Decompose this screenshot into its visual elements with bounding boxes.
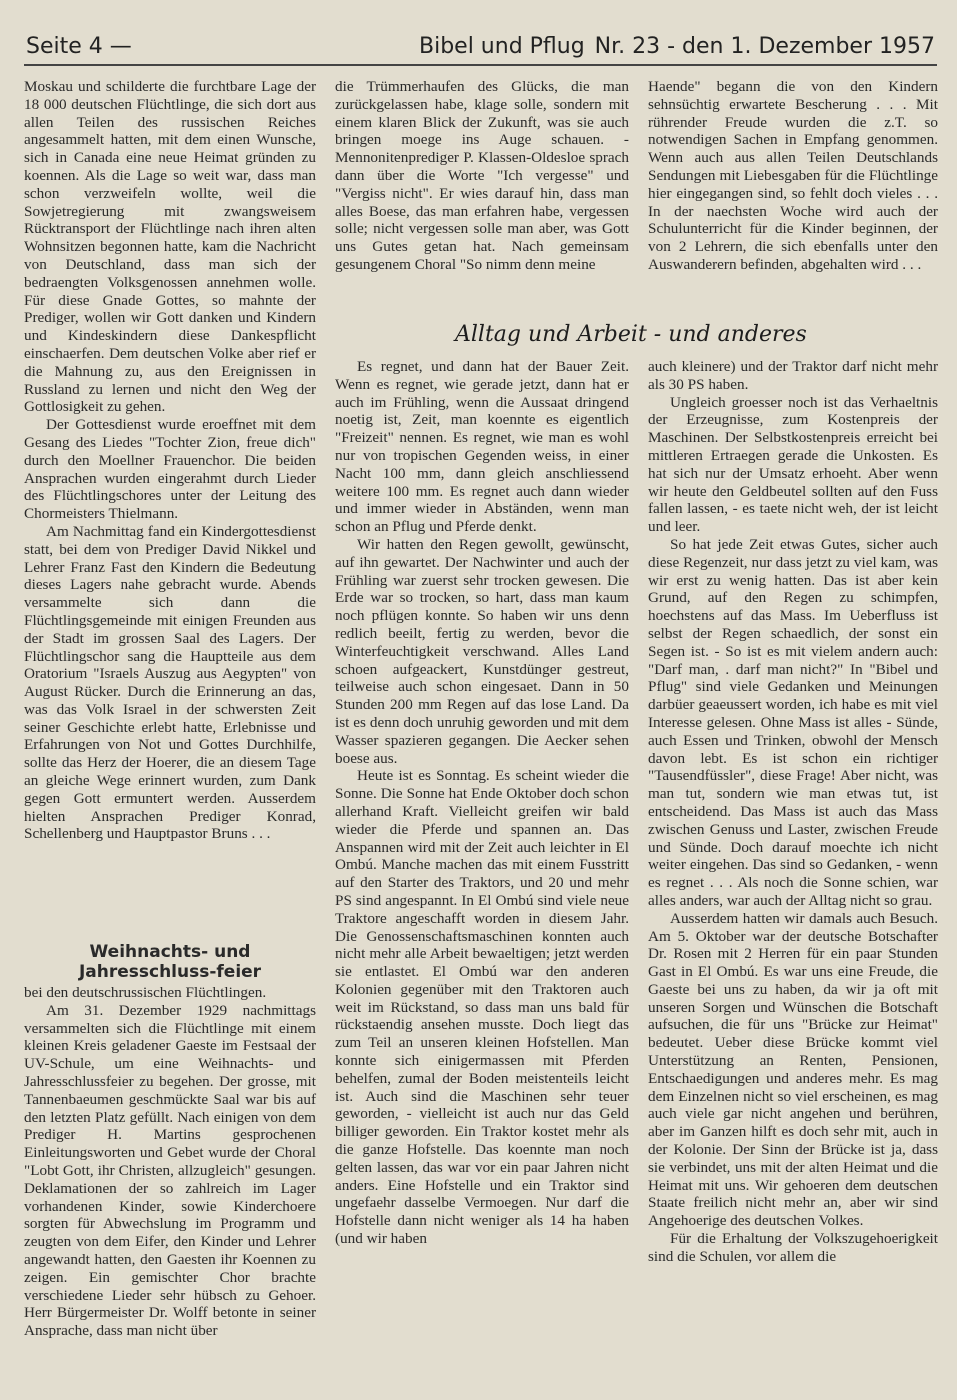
article-subheading: bei den deutschrussischen Flüchtlingen.	[24, 984, 267, 1001]
paragraph: Moskau und schilderte die furchtbare Lage der 18 000 deutschen Flüchtlinge, die sich dort aus allen Teilen des russischen Reiches angesammelt hatten, mit dem einen Wunsche, sich in Canada eine neue Heimat gründen zu koennen. Als die Lage so weit war, dass man schon verzweifeln wollte, weil die Sowjetregierung mit zwangsweisem Rücktransport der Flüchtlinge nach ihren alten Wohnsitzen begonnen hatte, kam die Nachricht von Deutschland, dass man sich der bedraengten Volksgenossen annehmen wolle. Für diese Gnade Gottes, so mahnte der Prediger, wollen wir Gott danken und Kindern und Kindeskindern diese Dankespflicht einschaerfen. Dem deutschen Volke aber rief er die Mahnung zu, aus den Ereignissen in Russland zu lernen und nicht den Weg der Gottlosigkeit zu gehen.	[24, 78, 316, 416]
paragraph: Heute ist es Sonntag. Es scheint wieder die Sonne. Die Sonne hat Ende Oktober doch schon allerhand Kraft. Vielleicht greifen wir bald wieder die Pferde und spannen an. Das Anspannen wird mit der Zeit auch leichter in El Ombú. Manche machen das mit einem Fusstritt auf den Starter des Traktors, und 20 und mehr PS sind angespannt. In El Ombú sind viele neue Traktore angeschafft worden in diesem Jahr. Die Genossenschaftsmaschinen konnten auch nicht mehr alle Arbeit bewaeltigen; jetzt werden sie entlastet. El Ombú war den anderen Kolonien gegenüber mit den Traktoren auch weit im Rückstand, so dass man uns bald für rückstaendig ansehen musste. Doch liegt das zum Teil an unseren kleinen Hofstellen. Man konnte sich einigermassen mit Pferden behelfen, zumal der Boden meistenteils leicht ist. Auch sind die Maschinen sehr teuer geworden, - vielleicht ist auch nur das Geld billiger geworden. Ein Traktor kostet mehr als die ganze Hofstelle. Das koennte man noch gelten lassen, das war vor ein paar Jahren nicht anders. Eine Hofstelle und ein Traktor sind ungefaehr dasselbe Vermoegen. Nur darf die Hofstelle dann nicht weniger als 14 ha haben (und wir haben	[335, 767, 629, 1248]
issue-date: Nr. 23 - den 1. Dezember 1957	[594, 34, 935, 59]
column-2-alltag	[335, 358, 629, 1248]
paragraph: So hat jede Zeit etwas Gutes, sicher auch diese Regenzeit, nur dass jetzt zu viel kam, was wir erst zu wenig hatten. Das ist aber kein Grund, auf den Regen zu schimpfen, hoechstens auf das Mass. Im Ueberfluss ist selbst der Regen schaedlich, der sonst ein Segen ist. - So ist es mit vielem andern auch: "Darf man, . darf man nicht?" In "Bibel und Pflug" sind viele Gedanken und Meinungen darbüer geaeussert worden, ich habe es mit viel Interesse gelesen. Ohne Mass ist alles - Sünde, auch Essen und Trinken, obwohl der Mensch davon lebt. Es ist schon ein richtiger "Tausendfüssler", diese Frage! Aber nicht, was man tut, sondern wie man etwas tut, ist entscheidend. Das Mass ist auch das Mass zwischen Genuss und Laster, zwischen Freude und Sünde. Doch darauf moechte ich nicht weiter eingehen. Das sind so Gedanken, - wenn es regnet . . . Als noch die Sonne schien, war alles anders, war auch der Alltag nicht so grau.	[648, 535, 938, 909]
paragraph: Der Gottesdienst wurde eroeffnet mit dem Gesang des Liedes "Tochter Zion, freue dich" durch den Moellner Frauenchor. Die beiden Ansprachen wurden eingerahmt durch Lieder des Flüchtlingschores unter der Leitung des Chormeisters Thielmann.	[24, 416, 316, 523]
page-header	[24, 34, 935, 66]
paragraph: die Trümmerhaufen des Glücks, die man zurückgelassen habe, klage solle, sondern mit einem klaren Blick der Zukunft, was sie auch bringen moege ins Auge schauen. - Mennonitenprediger P. Klassen-Oldesloe sprach dann über die Worte "Ich vergesse" und "Vergiss nicht". Er wies darauf hin, dass man alles Boese, das man erfahren habe, vergessen solle; nicht vergessen solle man aber, was Gott uns Gutes getan hat. Nach gemeinsam gesungenem Choral "So nimm denn meine	[335, 78, 629, 273]
column-3-top	[648, 78, 938, 274]
paragraph: Wir hatten den Regen gewollt, gewünscht, auf ihn gewartet. Der Nachwinter und auch der Frühling war zuerst sehr trocken gewesen. Die Erde war so trocken, so hart, dass man kaum noch pflügen konnte. So haben wir uns denn redlich beeilt, fertig zu werden, bevor die Winterfeuchtigkeit verschwand. Alles Land schoen aufgeackert, Kunstdünger gestreut, teilweise auch schon eingesaet. Dann in 50 Stunden 200 mm Regen auf das lose Land. Da ist es denn doch unruhig geworden und mit dem Wasser spazieren gegangen. Die Aecker sehen boese aus.	[335, 535, 629, 767]
page-number: Seite 4 —	[26, 34, 132, 59]
paragraph: Für die Erhaltung der Volkszugehoerigkeit sind die Schulen, vor allem die	[648, 1230, 938, 1265]
paragraph: auch kleinere) und der Traktor darf nicht mehr als 30 PS haben.	[648, 358, 938, 393]
paragraph: Ausserdem hatten wir damals auch Besuch. Am 5. Oktober war der deutsche Botschafter Dr. Rosen mit 2 Herren für ein paar Stunden Gast in El Ombú. Es war uns eine Freude, die Gaeste bei uns zu haben, da wir ja oft mit unseren Sorgen und Wünschen die Botschaft aufsuchen, die für uns "Brücke zur Heimat" bedeutet. Ueber diese Brücke kommt viel Unterstützung an Renten, Pensionen, Entschaedigungen und anderes mehr. Es mag dem Einzelnen nicht so viel erscheinen, es mag auch viele gar nicht angehen und berühren, aber im Ganzen hilft es doch sehr mit, auch in der Kolonie. Der Sinn der Brücke ist ja, dass sie verbindet, uns mit der alten Heimat und die Heimat mit uns. Wir gehoeren dem deutschen Staate freilich nicht mehr an, aber wir sind Angehoerige des deutschen Volkes.	[648, 909, 938, 1230]
paragraph: Am 31. Dezember 1929 nachmittags versammelten sich die Flüchtlinge mit einem kleinen Kreis geladener Gaeste im Festsaal der UV-Schule, um eine Weihnachts- und Jahresschlussfeier zu begehen. Der grosse, mit Tannenbaeumen geschmückte Saal war bis auf den letzten Platz gefüllt. Nach einigen von dem Prediger H. Martins gesprochenen Einleitungsworten und Gebet wurde der Choral "Lobt Gott, ihr Christen, allzugleich" gesungen. Deklamationen der so zahlreich im Lager vorhandenen Kinder, sowie Kinderchoere sorgten für Abwechslung im Programm und zeugten von dem Eifer, den Kinder und Lehrer angewandt hatten, den Gaesten ihr Koennen zu zeigen. Ein gemischter Chor brachte verschiedene Lieder sehr hübsch zu Gehoer. Herr Bürgermeister Dr. Wolff betonte in seiner Ansprache, dass man nicht über	[24, 1001, 316, 1340]
column-1-article	[24, 78, 316, 843]
header-rule	[24, 64, 937, 66]
column-1-second-article	[24, 984, 316, 1340]
paragraph: Am Nachmittag fand ein Kindergottesdienst statt, bei dem von Prediger David Nikkel und Lehrer Franz Fast den Kindern die Bedeutung dieses Lagers nahe gebracht wurde. Abends versammelte sich dann die Flüchtlingsgemeinde mit einigen Freunden aus der Stadt im grossen Saal des Lagers. Der Flüchtlingschor sang die Hauptteile aus dem Oratorium "Israels Auszug aus Aegypten" von August Rücker. Durch die Erinnerung an das, was das Volk Israel in der schwersten Zeit seiner Geschichte erlebt hatte, Erlebnisse und Erfahrungen von Not und Gottes Durchhilfe, sollte das Herz der Hoerer, die an diesem Tage an gleiche Wege erinnert wurden, zum Dank gegen Gott ermuntert werden. Ausserdem hielten Ansprachen Prediger Konrad, Schellenberg und Hauptpastor Bruns . . .	[24, 522, 316, 843]
column-2-top	[335, 78, 629, 274]
paragraph: Haende" begann die von den Kindern sehnsüchtig erwartete Bescherung . . . Mit rührender Freude wurden die z.T. so notwendigen Sachen in Empfang genommen. Wenn auch aus allen Teilen Deutschlands Sendungen mit Liebesgaben für die Flüchtlinge hier eingegangen sind, so fehlt doch vieles . . . In der naechsten Woche wird auch der Schulunterricht für die Kinder beginnen, der von 2 Lehrern, die sich ebenfalls unter den Auswanderern befinden, abgehalten wird . . .	[648, 78, 938, 273]
section-title-alltag: Alltag und Arbeit - und anderes	[455, 322, 807, 347]
article-heading-weihnachtsfeier: Weihnachts- und Jahresschluss-feier	[78, 942, 262, 982]
paragraph: Ungleich groesser noch ist das Verhaeltnis der Erzeugnisse, zum Kostenpreis der Maschinen. Der Selbstkostenpreis erreicht bei mittleren Ertraegen gerade die Unkosten. Es hat sich nur der Umsatz erhoeht. Aber wenn wir heute den Geldbeutel sollten auf den Fuss fallen lassen, - es taete nicht weh, der ist leicht und leer.	[648, 393, 938, 536]
column-3-alltag	[648, 358, 938, 1266]
paragraph: Es regnet, und dann hat der Bauer Zeit. Wenn es regnet, wie gerade jetzt, dann hat er auch im Frühling, wenn die Aussaat dringend noetig ist, Zeit, man koennte es eigentlich "Freizeit" nennen. Es regnet, wie man es wohl nur von tropischen Gegenden weiss, in einer Nacht 100 mm, dann gleich anschliessend weitere 100 mm. Es regnet auch dann wieder und immer wieder in Abständen, wenn man schon an Pflug und Pferde denkt.	[335, 358, 629, 536]
publication-title: Bibel und Pflug	[419, 34, 585, 59]
